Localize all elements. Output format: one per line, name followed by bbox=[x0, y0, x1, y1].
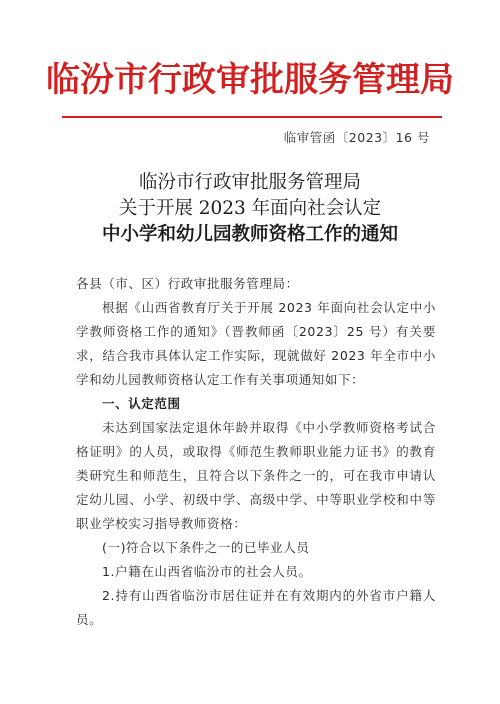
document-number: 临审管函〔2023〕16 号 bbox=[283, 130, 430, 145]
title-line-2: 关于开展 2023 年面向社会认定 bbox=[118, 198, 382, 219]
document-title bbox=[0, 170, 500, 248]
salutation: 各县（市、区）行政审批服务管理局： bbox=[76, 276, 299, 291]
title-line-1: 临汾市行政审批服务管理局 bbox=[138, 172, 361, 193]
document-body bbox=[76, 272, 436, 632]
title-line-3: 中小学和幼儿园教师资格工作的通知 bbox=[101, 224, 398, 245]
masthead-red-rule bbox=[62, 116, 442, 118]
section-heading-scope: 一、认定范围 bbox=[102, 396, 181, 411]
paragraph-intro: 根据《山西省教育厅关于开展 2023 年面向社会认定中小学教师资格工作的通知》（晋教师函〔2023〕25 号）有关要求，结合我市具体认定工作实际，现就做好 2023 年全市中小学和幼儿园教师资格认定工作有关事项通知如下： bbox=[76, 300, 436, 387]
masthead-org-name: 临汾市行政审批服务管理局 bbox=[46, 60, 454, 100]
subsection-graduates: (一)符合以下条件之一的已毕业人员 bbox=[102, 540, 310, 555]
list-item-1: 1.户籍在山西省临汾市的社会人员。 bbox=[102, 564, 312, 579]
list-item-2: 2.持有山西省临汾市居住证并在有效期内的外省市户籍人员。 bbox=[76, 588, 436, 627]
paragraph-scope: 未达到国家法定退休年龄并取得《中小学教师资格考试合格证明》的人员，或取得《师范生教师职业能力证书》的教育类研究生和师范生，且符合以下条件之一的，可在我市申请认定幼儿园、小学、初级中学、高级中学、中等职业学校和中等职业学校实习指导教师资格： bbox=[76, 420, 436, 531]
